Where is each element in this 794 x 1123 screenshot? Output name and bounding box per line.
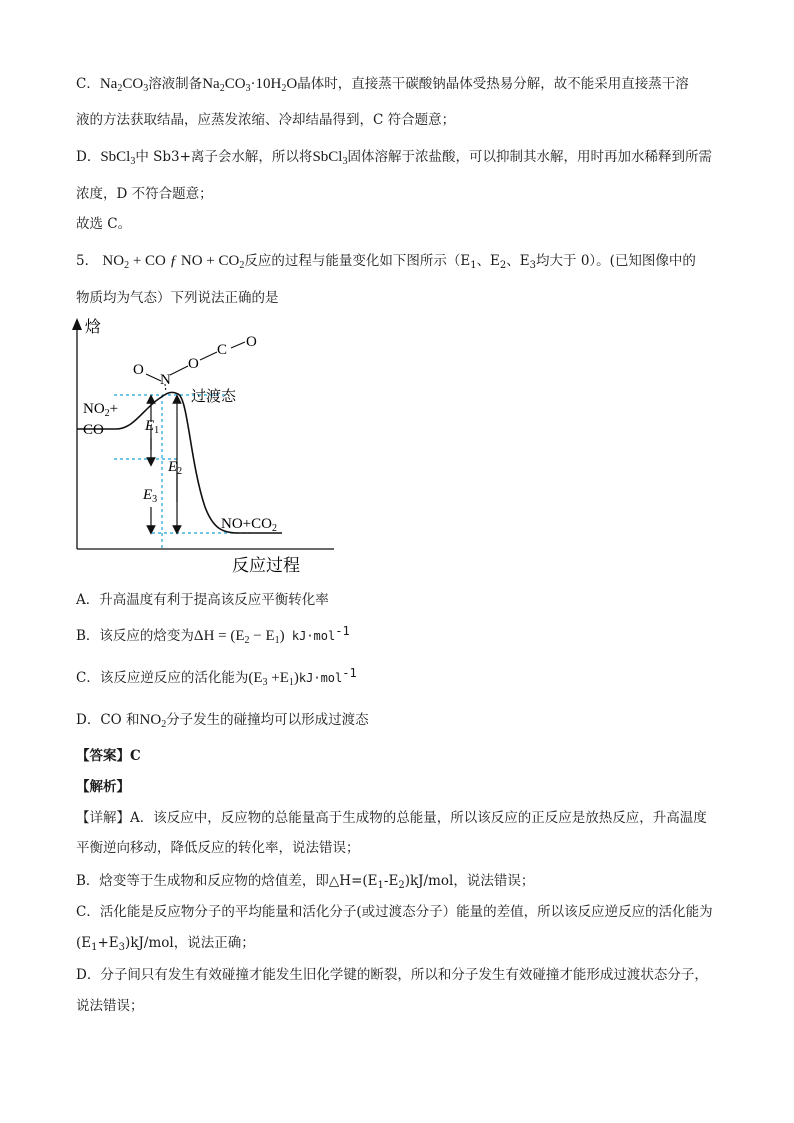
analysis-label: 【解析】 xyxy=(76,779,130,795)
equilibrium-arrow-icon: ƒ xyxy=(169,253,178,269)
formula-no2: $NO_2$ xyxy=(139,712,167,730)
molecule-atom-o3: O xyxy=(246,334,257,350)
molecule-atom-c: C xyxy=(217,342,228,358)
detail-d-line-2: 说法错误； xyxy=(76,998,144,1014)
text: 溶液制备 xyxy=(148,76,203,92)
detail-a-line-2: 平衡逆向移动，降低反应的转化率，说法错误； xyxy=(76,840,360,856)
question-number: 5． xyxy=(76,253,99,269)
molecule-atom-n: N xyxy=(160,372,171,388)
formula-na2co3: $Na_2CO_3$ xyxy=(99,76,149,94)
option-c-line-2: 液的方法获取结晶，应蒸发浓缩、冷却结晶得到，C 符合题意； xyxy=(76,112,456,128)
option-c: C．该反应逆反应的活化能为$(E_3 +E_1)kJ\cdot mol^{-1}$ xyxy=(76,666,357,688)
choose-line: 故选 C。 xyxy=(76,216,132,232)
text: 固体溶解于浓盐酸，可以抑制其水解，用时再加水稀释到所需 xyxy=(347,149,712,165)
detail-a-line-1: 【详解】A．该反应中，反应物的总能量高于生成物的总能量，所以该反应的正反应是放热反应，升高温度 xyxy=(76,810,707,826)
reactant-label-co: CO xyxy=(83,422,104,438)
detail-d-line-1: D．分子间只有发生有效碰撞才能发生旧化学键的断裂，所以和分子发生有效碰撞才能形成过渡状态分子， xyxy=(76,967,708,983)
reactant-label: $NO_2+$ xyxy=(83,401,119,419)
text: 中 Sb3+离子会水解，所以将 xyxy=(135,149,313,165)
option-d-line-1 xyxy=(76,145,712,166)
formula-delta-h: $\Delta H = (E_2 - E_1)$ xyxy=(193,628,285,646)
detail-c-line-1: C．活化能是反应物分子的平均能量和活化分子(或过渡态分子）能量的差值，所以该反应逆反应的活化能为 xyxy=(76,904,713,920)
detail-b: B．焓变等于生成物和反应物的焓值差，即$\triangle H=(E_1-E_2)kJ$/mol，说法错误； xyxy=(76,873,535,891)
question-5-stem-1: 5． $NO_2$ + CO ƒ NO + $CO_2$反应的过程与能量变化如下图所示（$E_1$、$E_2$、$E_3$均大于 0）。(已知图像中的 xyxy=(76,253,696,271)
e3-label: $E_3$ xyxy=(143,487,158,505)
option-d-line-2: 浓度，D 不符合题意； xyxy=(76,186,213,202)
option-label: C． xyxy=(76,76,100,92)
y-axis-arrow-icon xyxy=(72,318,82,330)
formula-sbcl3: SbCl$_3$ xyxy=(312,149,348,167)
text: 晶体时，直接蒸干碳酸钠晶体受热易分解，故不能采用直接蒸干溶 xyxy=(297,76,689,92)
formula-sbcl3: SbCl$_3$ xyxy=(100,149,136,167)
option-a: A．升高温度有利于提高该反应平衡转化率 xyxy=(76,592,329,608)
x-axis-label: 反应过程 xyxy=(232,556,300,574)
question-5-stem-2: 物质均为气态）下列说法正确的是 xyxy=(76,290,279,306)
option-label: D． xyxy=(76,149,101,165)
transition-state-label: 过渡态 xyxy=(191,387,237,405)
text: 反应的过程与能量变化如下图所示（E xyxy=(244,253,471,269)
molecule-atom-o2: O xyxy=(188,356,199,372)
y-axis-label: 焓 xyxy=(85,317,102,336)
reaction-equation: $NO_2$ + CO ƒ NO + $CO_2$ xyxy=(102,253,245,271)
e2-label: $E_2$ xyxy=(168,459,183,477)
detail-c-line-2: $(E_1+E_3)kJ$/mol，说法正确； xyxy=(76,935,255,953)
molecule-atom-o1: O xyxy=(133,362,144,378)
option-b: B．该反应的焓变为$\Delta H = (E_2 - E_1)$ kJ·mol$^{-1}$ xyxy=(76,624,350,646)
option-d: D．CO 和$NO_2$分子发生的碰撞均可以形成过渡态 xyxy=(76,712,369,730)
e1-label: $E_1$ xyxy=(145,418,160,436)
answer-label: 【答案】C xyxy=(76,748,141,764)
option-c-line-1 xyxy=(76,72,689,93)
energy-diagram xyxy=(60,312,360,574)
formula-activation-energy: $(E_3 +E_1)$ xyxy=(248,670,299,688)
product-label: $NO+CO_2$ xyxy=(221,516,277,534)
formula-na2co3-hydrate: $Na_2CO_3\cdot 10H_2O$ xyxy=(202,76,298,94)
